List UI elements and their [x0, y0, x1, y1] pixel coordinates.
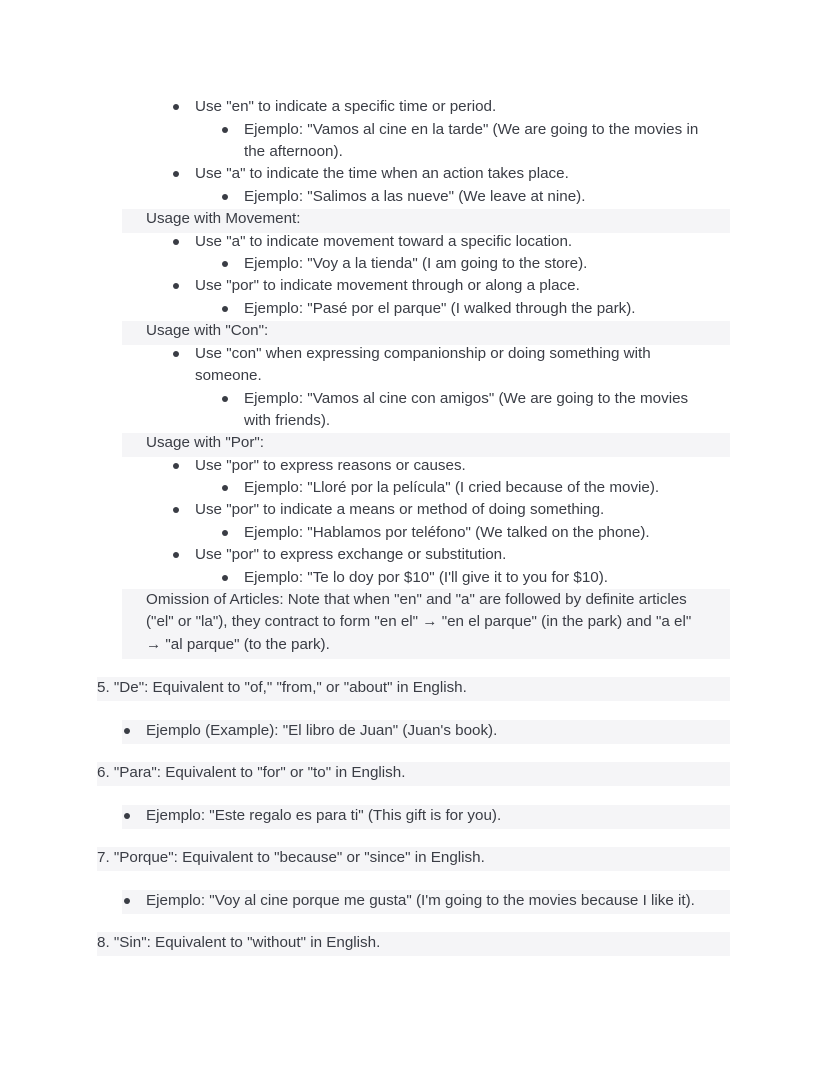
list-item: Use "a" to indicate the time when an action takes place. — [195, 163, 569, 185]
example-item: Ejemplo: "Pasé por el parque" (I walked through the park). — [244, 298, 636, 320]
example-item: Ejemplo (Example): "El libro de Juan" (Juan's book). — [146, 720, 497, 742]
example-item: Ejemplo: "Vamos al cine en la tarde" (We are going to the movies in — [244, 119, 698, 141]
list-item: Use "a" to indicate movement toward a specific location. — [195, 231, 572, 253]
section-heading-movement: Usage with Movement: — [146, 210, 301, 227]
numbered-heading-sin: 8. "Sin": Equivalent to "without" in English. — [97, 934, 381, 951]
numbered-heading-porque: 7. "Porque": Equivalent to "because" or "since" in English. — [97, 849, 485, 866]
list-item: Use "por" to express reasons or causes. — [195, 455, 466, 477]
example-item: Ejemplo: "Lloré por la película" (I cried because of the movie). — [244, 477, 659, 499]
numbered-heading-de: 5. "De": Equivalent to "of," "from," or "about" in English. — [97, 679, 467, 696]
list-item-continuation: someone. — [195, 367, 262, 384]
example-item: Ejemplo: "Este regalo es para ti" (This gift is for you). — [146, 805, 501, 827]
example-item-continuation: the afternoon). — [244, 143, 343, 160]
section-heading-con: Usage with "Con": — [146, 322, 269, 339]
omission-note-line: Omission of Articles: Note that when "en" and "a" are followed by definite articles — [146, 591, 687, 608]
example-item: Ejemplo: "Salimos a las nueve" (We leave at nine). — [244, 186, 585, 208]
list-item: Use "con" when expressing companionship or doing something with — [195, 343, 651, 365]
section-heading-por: Usage with "Por": — [146, 434, 264, 451]
example-item: Ejemplo: "Vamos al cine con amigos" (We are going to the movies — [244, 388, 688, 410]
example-item-continuation: with friends). — [244, 412, 331, 429]
list-item: Use "por" to express exchange or substitution. — [195, 544, 506, 566]
list-item: Use "por" to indicate a means or method of doing something. — [195, 499, 604, 521]
numbered-heading-para: 6. "Para": Equivalent to "for" or "to" in English. — [97, 764, 406, 781]
omission-note-line: → "al parque" (to the park). — [146, 636, 330, 653]
list-item: Use "en" to indicate a specific time or period. — [195, 96, 496, 118]
list-item: Use "por" to indicate movement through or along a place. — [195, 275, 580, 297]
example-item: Ejemplo: "Voy al cine porque me gusta" (I'm going to the movies because I like it). — [146, 890, 695, 912]
example-item: Ejemplo: "Voy a la tienda" (I am going to the store). — [244, 253, 587, 275]
example-item: Ejemplo: "Te lo doy por $10" (I'll give it to you for $10). — [244, 567, 608, 589]
example-item: Ejemplo: "Hablamos por teléfono" (We talked on the phone). — [244, 522, 650, 544]
omission-note-line: ("el" or "la"), they contract to form "en el" → "en el parque" (in the park) and "a el" — [146, 613, 692, 630]
